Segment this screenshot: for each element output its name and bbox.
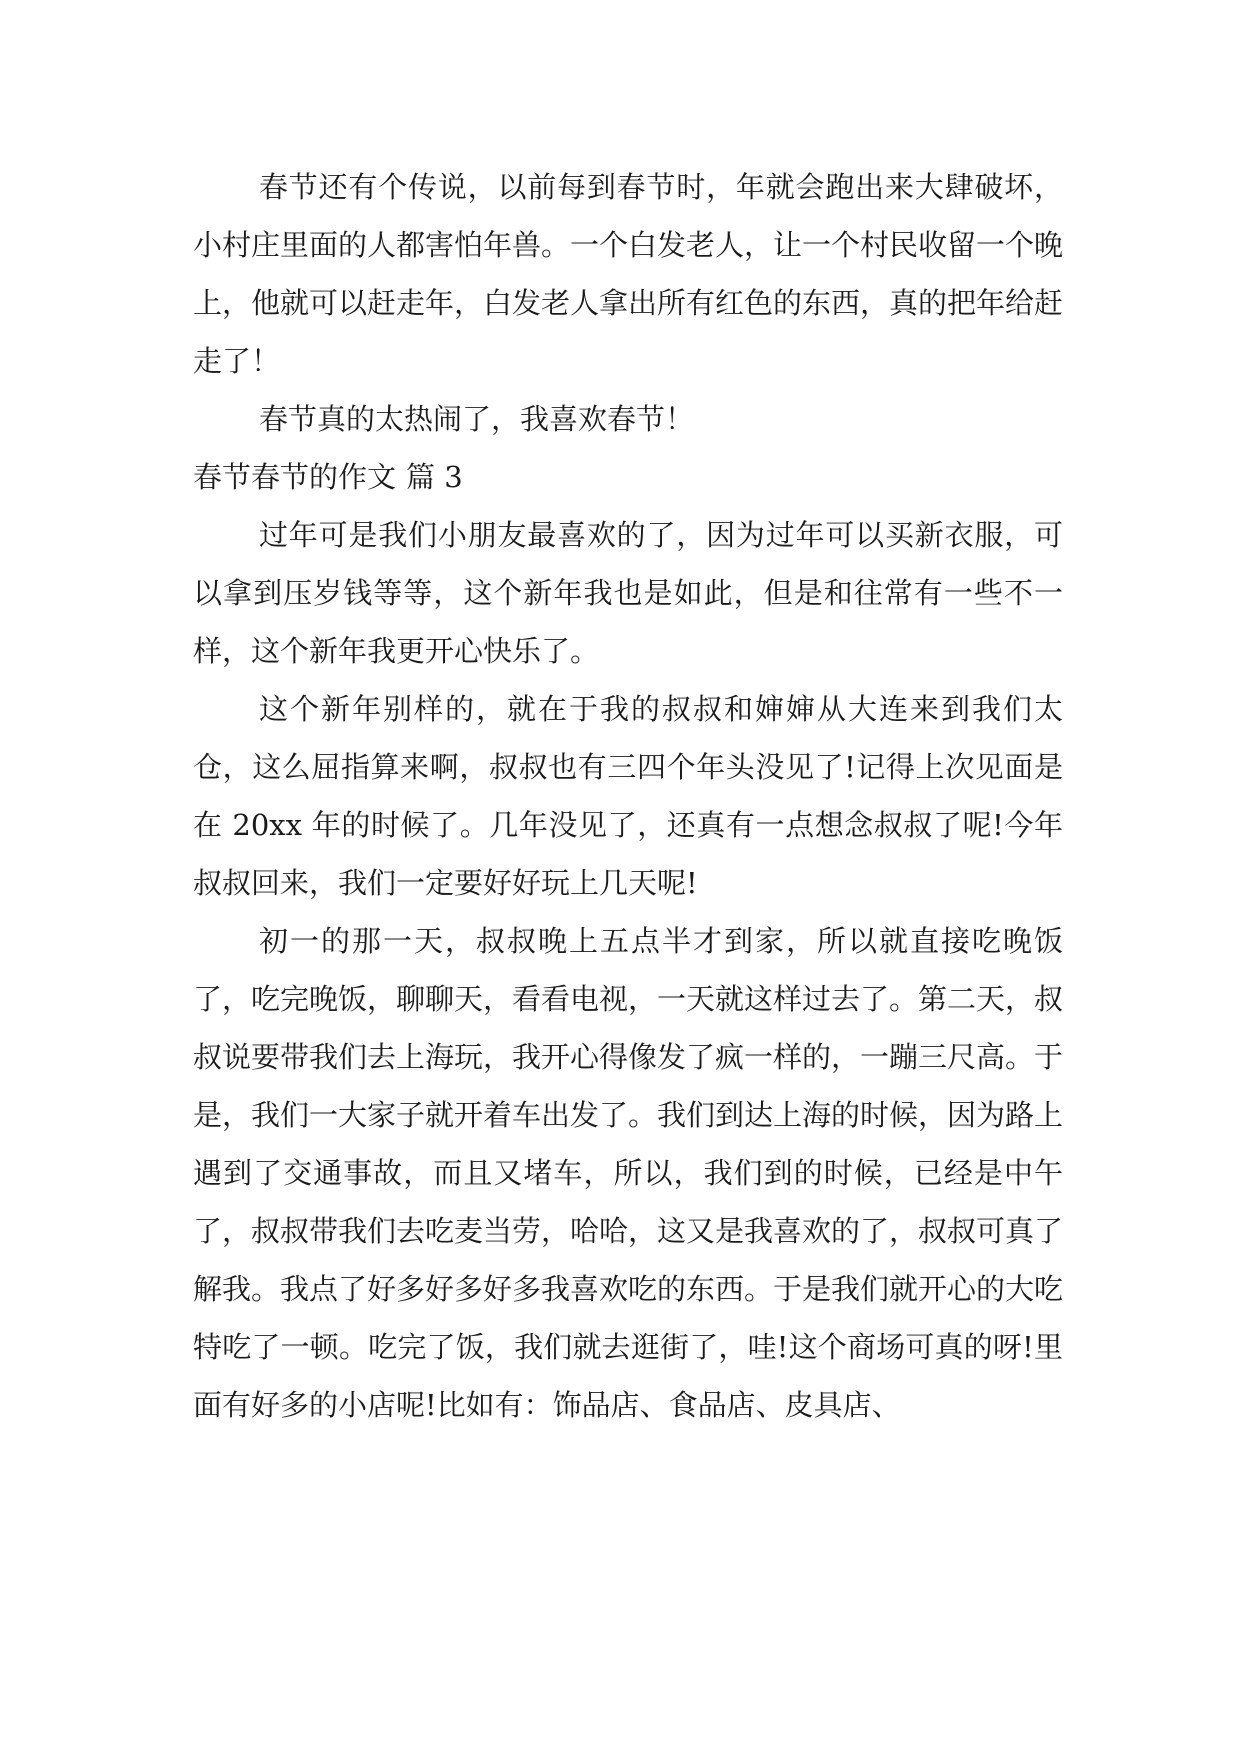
document-body	[193, 158, 1063, 1434]
paragraph-shanghai-trip: 初一的那一天，叔叔晚上五点半才到家，所以就直接吃晚饭了，吃完晚饭，聊聊天，看看电视，一天就这样过去了。第二天，叔叔说要带我们去上海玩，我开心得像发了疯一样的，一蹦三尺高。于是，我们一大家子就开着车出发了。我们到达上海的时候，因为路上遇到了交通事故，而且又堵车，所以，我们到的时候，已经是中午了，叔叔带我们去吃麦当劳，哈哈，这又是我喜欢的了，叔叔可真了解我。我点了好多好多好多我喜欢吃的东西。于是我们就开心的大吃特吃了一顿。吃完了饭，我们就去逛街了，哇!这个商场可真的呀!里面有好多的小店呢!比如有：饰品店、食品店、皮具店、	[193, 924, 1064, 1422]
paragraph-legend: 春节还有个传说，以前每到春节时，年就会跑出来大肆破坏，小村庄里面的人都害怕年兽。一个白发老人，让一个村民收留一个晚上，他就可以赶走年，白发老人拿出所有红色的东西，真的把年给赶走了！	[193, 170, 1064, 378]
section-heading-title: 春节春节的作文	[193, 460, 397, 494]
paragraph-love-spring-festival: 春节真的太热闹了，我喜欢春节！	[259, 402, 695, 436]
section-heading	[193, 448, 1063, 506]
section-heading-label: 篇 3	[406, 460, 463, 494]
paragraph-uncle-visit: 这个新年别样的，就在于我的叔叔和婶婶从大连来到我们太仓，这么屈指算来啊，叔叔也有三四个年头没见了!记得上次见面是在 20xx 年的时候了。几年没见了，还真有一点想念叔叔了呢!今年叔叔回来，我们一定要好好玩上几天呢!	[193, 692, 1063, 900]
paragraph-new-year-intro: 过年可是我们小朋友最喜欢的了，因为过年可以买新衣服，可以拿到压岁钱等等，这个新年我也是如此，但是和往常有一些不一样，这个新年我更开心快乐了。	[193, 518, 1063, 668]
